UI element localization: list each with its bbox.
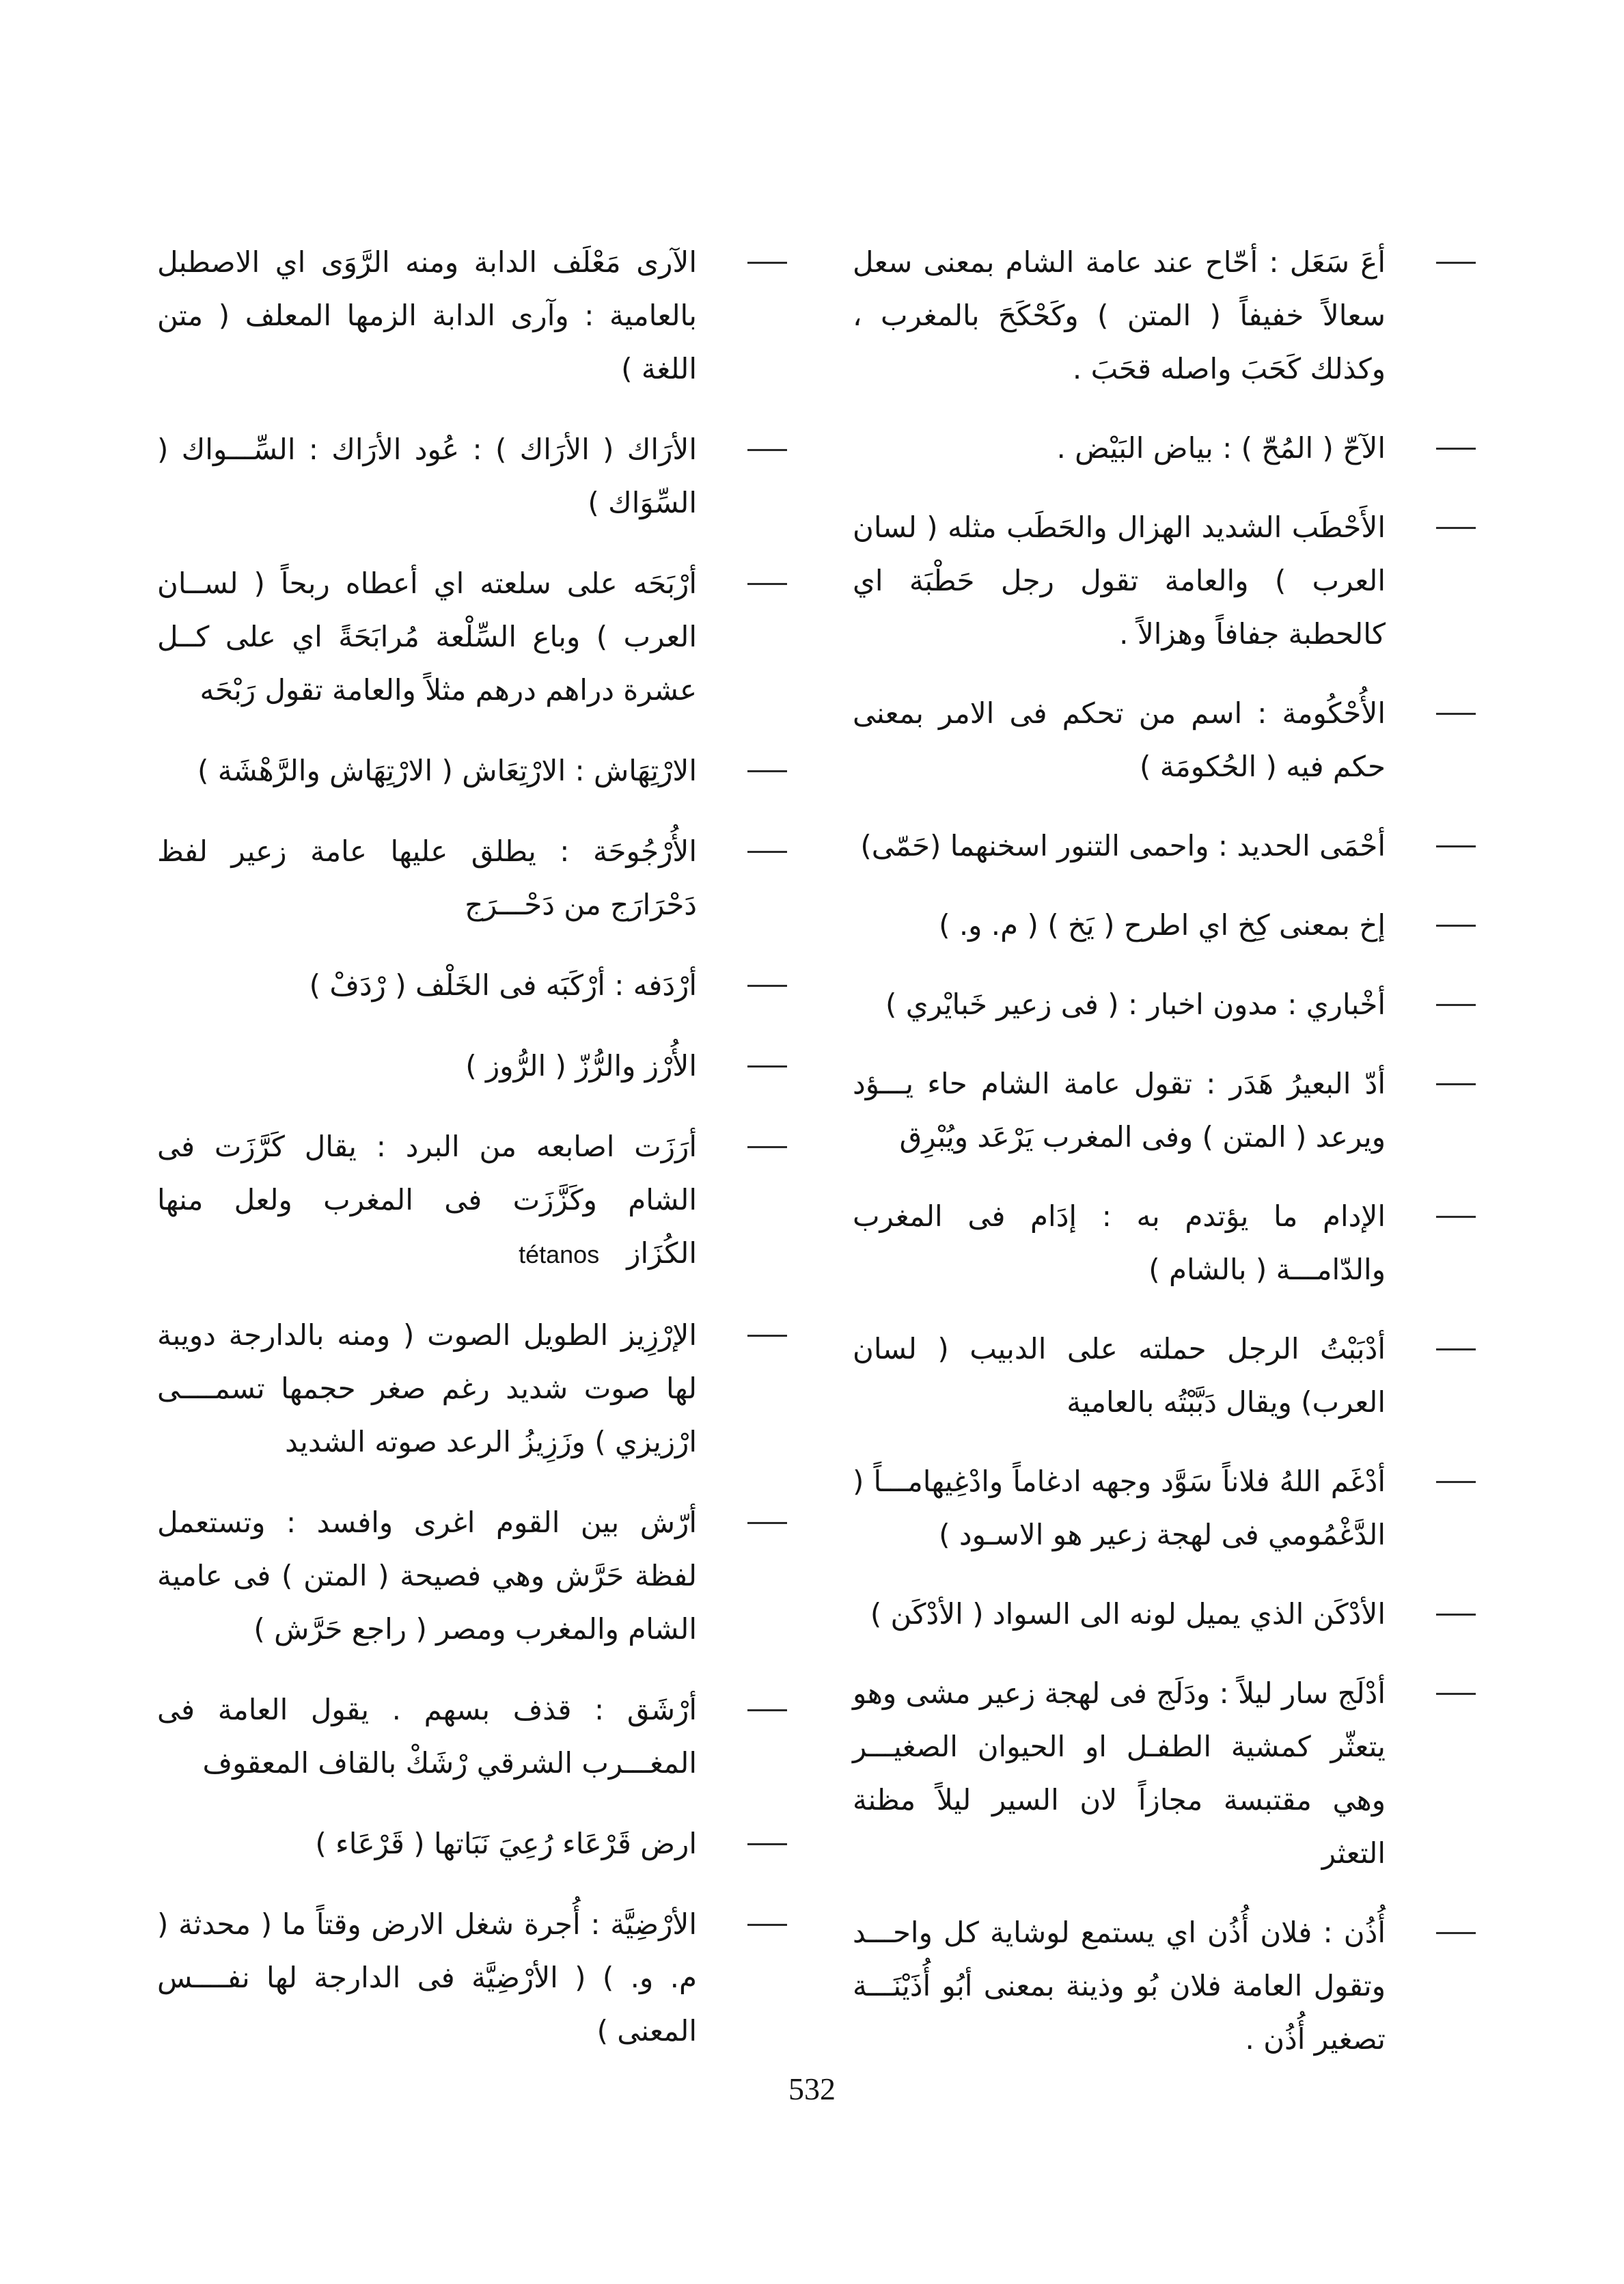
entry xyxy=(853,1588,1488,1641)
entry-text: الأُرْجُوحَة : يطلق عليها عامة زعير لفظ دَحْرَارَج من دَحْـــرَج xyxy=(157,834,697,921)
entry-text: أعَ سَعَل : أحّاح عند عامة الشام بمعنى سعل سعالاً خفيفاً ( المتن ) وكَحْكَحَ بالمغرب ، وكذلك كَحَبَ واصله قحَبَ . xyxy=(853,245,1386,385)
entry-dash xyxy=(747,851,787,853)
entry-dash xyxy=(747,1843,787,1845)
entry-text: أرْشَق : قذف بسهم . يقول العامة فى المغـــرب الشرقي رْشَكْ بالقاف المعقوف xyxy=(157,1693,697,1780)
entry xyxy=(853,1190,1488,1296)
right-column xyxy=(853,236,1488,2092)
entry-dash xyxy=(747,1709,787,1711)
entry-text: أدْبَبْتُ الرجل حملته على الدبيب ( لسان العرب) ويقال دَبَّبْتُه بالعامية xyxy=(853,1332,1386,1419)
entry-dash xyxy=(1436,1216,1476,1218)
entry xyxy=(157,1898,799,2058)
entry-text: الأُحْكُومة : اسم من تحكم فى الامر بمعنى حكم فيه ( الحُكومَة ) xyxy=(853,696,1386,783)
entry xyxy=(157,825,799,932)
entry-dash xyxy=(1436,448,1476,450)
entry-text: إخ بمعنى كِخ اي اطرح ( يَخ ) ( م. و. ) xyxy=(939,908,1386,942)
entry xyxy=(853,1322,1488,1429)
entry xyxy=(157,1496,799,1656)
entry xyxy=(853,422,1488,475)
entry-text: الأرْضِيَّة : أُجرة شغل الارض وقتاً ما ( محدثة ( م. و. ) ( الأرْضِيَّة فى الدارجة لها نفــــس المعنى ) xyxy=(157,1907,697,2048)
entry xyxy=(853,1455,1488,1562)
entry-text: أُذُن : فلان أُذُن اي يستمع لوشاية كل واحـــد وتقول العامة فلان بُو وذينة بمعنى أبُو أُذَيْنَـــة تصغير أُذُن . xyxy=(853,1916,1386,2056)
entry-dash xyxy=(1436,1693,1476,1695)
entry xyxy=(853,1906,1488,2066)
entry-dash xyxy=(747,770,787,772)
entry-dash xyxy=(1436,1932,1476,1934)
entry xyxy=(157,557,799,717)
left-column xyxy=(157,236,799,2085)
entry-text: الآحّ ( المُحّ ) : بياض البَيْض . xyxy=(1056,431,1386,465)
entry-text: أرْدَفه : أرْكَبَه فى الخَلْف ( رْدَفْ ) xyxy=(309,968,697,1002)
entry xyxy=(853,819,1488,873)
entry xyxy=(853,899,1488,952)
entry-text: أدْلَج سار ليلاً : ودَلَج فى لهجة زعير مشى وهو يتعثّر كمشية الطفـل او الحيوان الصغيـــر وهي مقتبسة مجازاً لان السير ليلاً مظنة التعثر xyxy=(853,1676,1386,1870)
entry xyxy=(157,423,799,530)
entry-text: الأرَاك ( الأرَاك ) : عُود الأرَاك : السِّـــواك ( السِّوَاك ) xyxy=(157,433,697,519)
entry-dash xyxy=(1436,1004,1476,1006)
entry-text: أدّ البعيرُ هَدَر : تقول عامة الشام حاء يـــؤد ويرعد ( المتن ) وفى المغرب يَرْعَد ويُبْرِق xyxy=(853,1067,1386,1154)
entry-dash xyxy=(1436,713,1476,715)
entry-dash xyxy=(1436,527,1476,529)
entry xyxy=(853,687,1488,793)
entry-dash xyxy=(747,1146,787,1148)
entry-dash xyxy=(747,1065,787,1068)
entry-text: الإرْزِيز الطويل الصوت ( ومنه بالدارجة دويبة لها صوت شديد رغم صغر حجمها تسمــــى ارْزيزي ) وزَزِيزُ الرعد صوته الشديد xyxy=(157,1318,697,1458)
entry xyxy=(853,236,1488,396)
entry-text: أرَزَت اصابعه من البرد : يقال كَرَّزَت فى الشام وكَزَّزَت فى المغرب ولعل منها الكُزَاز xyxy=(157,1130,697,1270)
entry xyxy=(853,1667,1488,1880)
entry-text: أخْباري : مدون اخبار : ( فى زعير خَبايْري ) xyxy=(885,988,1386,1021)
entry xyxy=(853,501,1488,661)
entry-dash xyxy=(1436,1348,1476,1350)
latin-term: tétanos xyxy=(519,1240,600,1268)
entry xyxy=(157,1817,799,1871)
entry-dash xyxy=(1436,262,1476,264)
entry-text: ارض قَرْعَاء رُعِيَ نَبَاتها ( قَرْعَاء ) xyxy=(315,1827,697,1860)
entry xyxy=(853,1057,1488,1164)
entry-text: الارْتِهَاش : الارْتِعَاش ( الارْتِهَاش والرَّهْشَة ) xyxy=(197,754,697,787)
entry-text: الآرى مَعْلَف الدابة ومنه الرَّوَى اي الاصطبل بالعامية : وآرى الدابة الزمها المعلف ( متن اللغة ) xyxy=(157,245,697,385)
entry-dash xyxy=(747,1924,787,1926)
entry-dash xyxy=(747,985,787,987)
entry-text: أدْغَم اللهُ فلاناً سَوَّد وجهه ادغاماً وادْغِيهامـــاً ( الدَّغْمُومي فى لهجة زعير هو الاسـود ) xyxy=(853,1465,1386,1551)
entry xyxy=(157,1120,799,1281)
entry-text: الأدْكَن الذي يميل لونه الى السواد ( الأدْكَن ) xyxy=(870,1597,1386,1631)
entry-text: أحْمَى الحديد : واحمى التنور اسخنهما (حَمّى) xyxy=(860,829,1386,862)
entry-dash xyxy=(747,262,787,264)
entry xyxy=(157,959,799,1012)
entry-text: الأَحْطَب الشديد الهزال والحَطَب مثله ( لسان العرب ) والعامة تقول رجل حَطْبَة اي كالحطبة جفافاً وهزالاً . xyxy=(853,511,1386,651)
entry xyxy=(157,1683,799,1790)
entry-dash xyxy=(747,449,787,451)
entry-dash xyxy=(1436,925,1476,927)
entry xyxy=(157,744,799,798)
entry-text: أرْبَحَه على سلعته اي أعطاه ربحاً ( لســان العرب ) وباع السِّلْعة مُرابَحَةً اي على كــل عشرة دراهم درهم مثلاً والعامة تقول رَبْحَه xyxy=(157,567,697,707)
entry-dash xyxy=(1436,1614,1476,1616)
entry xyxy=(157,1039,799,1093)
entry-dash xyxy=(1436,845,1476,847)
entry xyxy=(853,978,1488,1031)
entry-text: أرّش بين القوم اغرى وافسد : وتستعمل لفظة حَرَّش وهي فصيحة ( المتن ) فى عامية الشام والمغرب ومصر ( راجع حَرَّش ) xyxy=(157,1506,697,1646)
entry-text: الأُرْز والرُّزّ ( الرُّوز ) xyxy=(465,1049,697,1083)
entry-dash xyxy=(747,1335,787,1337)
page-number: 532 xyxy=(788,2071,836,2106)
entry-text: الإدام ما يؤتدم به : إدَام فى المغرب والدّامـــة ( بالشام ) xyxy=(853,1199,1386,1286)
entry-dash xyxy=(747,1522,787,1524)
entry-dash xyxy=(747,583,787,585)
entry-dash xyxy=(1436,1481,1476,1483)
entry-dash xyxy=(1436,1083,1476,1085)
entry xyxy=(157,236,799,396)
entry xyxy=(157,1309,799,1469)
